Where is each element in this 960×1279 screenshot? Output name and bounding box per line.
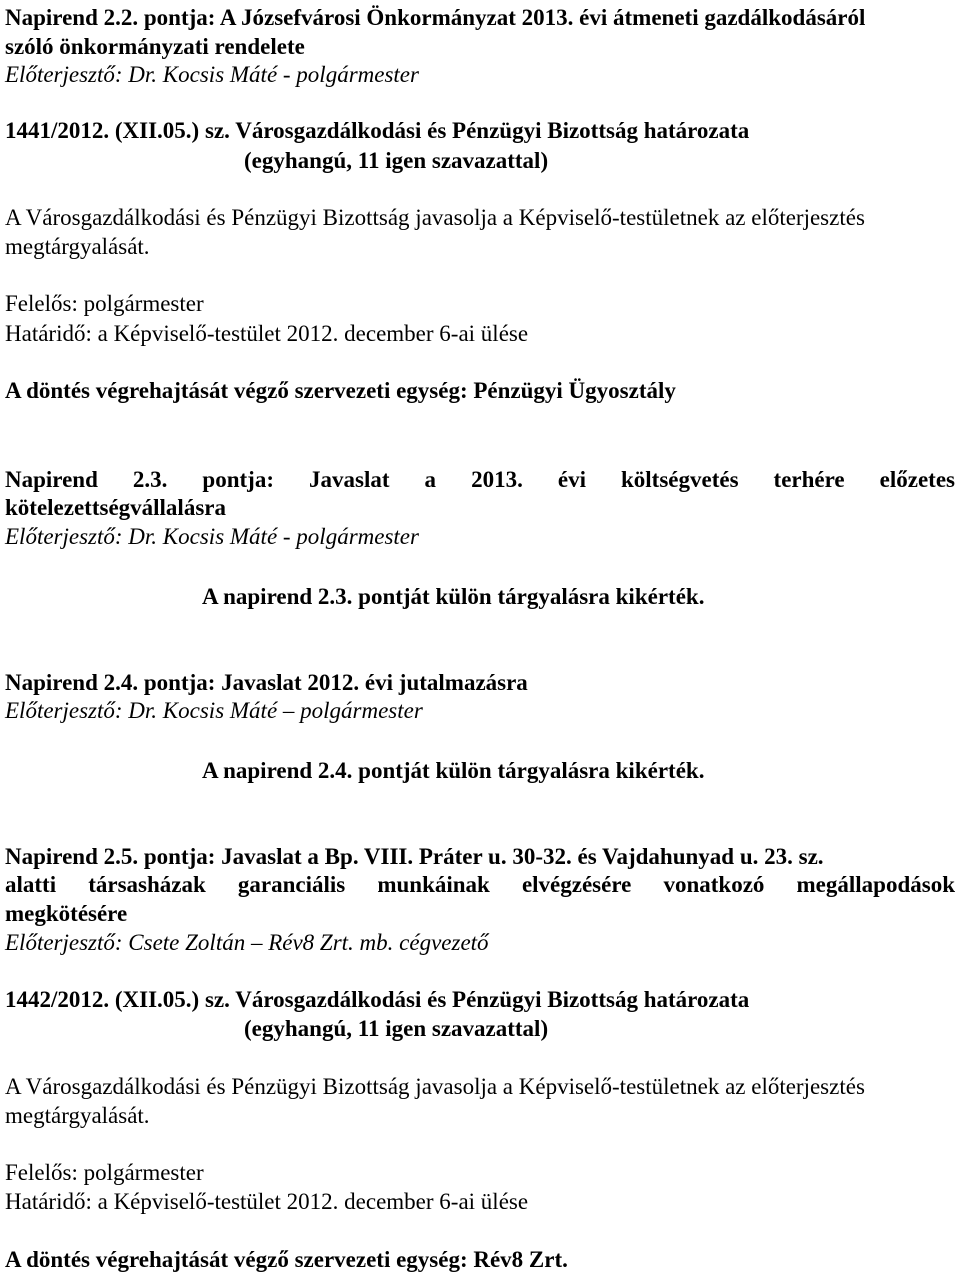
agenda-heading-continued: megkötésére [5,901,128,926]
vote-result: (egyhangú, 11 igen szavazattal) [244,148,549,173]
presenter-line: Előterjesztő: Dr. Kocsis Máté - polgármester [5,62,419,87]
responsible-person: Felelős: polgármester [5,1160,204,1185]
executing-unit: A döntés végrehajtását végző szervezeti egység: Rév8 Zrt. [5,1247,568,1272]
presenter-line: Előterjesztő: Csete Zoltán – Rév8 Zrt. mb. cégvezető [5,930,489,955]
agenda-heading: Napirend 2.2. pontja: A Józsefvárosi Önkormányzat 2013. évi átmeneti gazdálkodásáról [5,5,866,30]
agenda-heading-continued: szóló önkormányzati rendelete [5,34,305,59]
resolution-heading [5,986,749,1014]
decision-text: A Városgazdálkodási és Pénzügyi Bizottság javasolja a Képviselő-testületnek az előterjesztés [5,1074,865,1099]
deadline: Határidő: a Képviselő-testület 2012. december 6-ai ülése [5,1189,529,1214]
agenda-heading: Napirend 2.5. pontja: Javaslat a Bp. VIII. Práter u. 30-32. és Vajdahunyad u. 23. sz. [5,844,824,869]
executing-unit: A döntés végrehajtását végző szervezeti egység: Pénzügyi Ügyosztály [5,378,676,403]
separate-discussion-note: A napirend 2.4. pontját külön tárgyalásra kikérték. [202,758,705,783]
resolution-title: Városgazdálkodási és Pénzügyi Bizottság határozata [235,118,750,143]
agenda-heading: Napirend 2.3. pontja: Javaslat a 2013. évi költségvetés terhére előzetes [5,467,955,492]
resolution-number: 1442/2012. (XII.05.) sz. [5,987,236,1012]
deadline: Határidő: a Képviselő-testület 2012. december 6-ai ülése [5,321,529,346]
separate-discussion-note: A napirend 2.3. pontját külön tárgyalásra kikérték. [202,584,705,609]
vote-result: (egyhangú, 11 igen szavazattal) [244,1016,549,1041]
resolution-title: Városgazdálkodási és Pénzügyi Bizottság határozata [235,987,750,1012]
resolution-heading [5,117,749,145]
agenda-heading-continued: kötelezettségvállalásra [5,495,226,520]
agenda-heading-continued: alatti társasházak garanciális munkáinak elvégzésére vonatkozó megállapodások [5,872,955,897]
agenda-heading: Napirend 2.4. pontja: Javaslat 2012. évi jutalmazásra [5,670,528,695]
responsible-person: Felelős: polgármester [5,291,204,316]
resolution-number: 1441/2012. (XII.05.) sz. [5,118,236,143]
presenter-line: Előterjesztő: Dr. Kocsis Máté - polgármester [5,524,419,549]
decision-text: A Városgazdálkodási és Pénzügyi Bizottság javasolja a Képviselő-testületnek az előterjesztés [5,205,865,230]
decision-text-continued: megtárgyalását. [5,234,150,259]
decision-text-continued: megtárgyalását. [5,1103,150,1128]
presenter-line: Előterjesztő: Dr. Kocsis Máté – polgármester [5,698,423,723]
